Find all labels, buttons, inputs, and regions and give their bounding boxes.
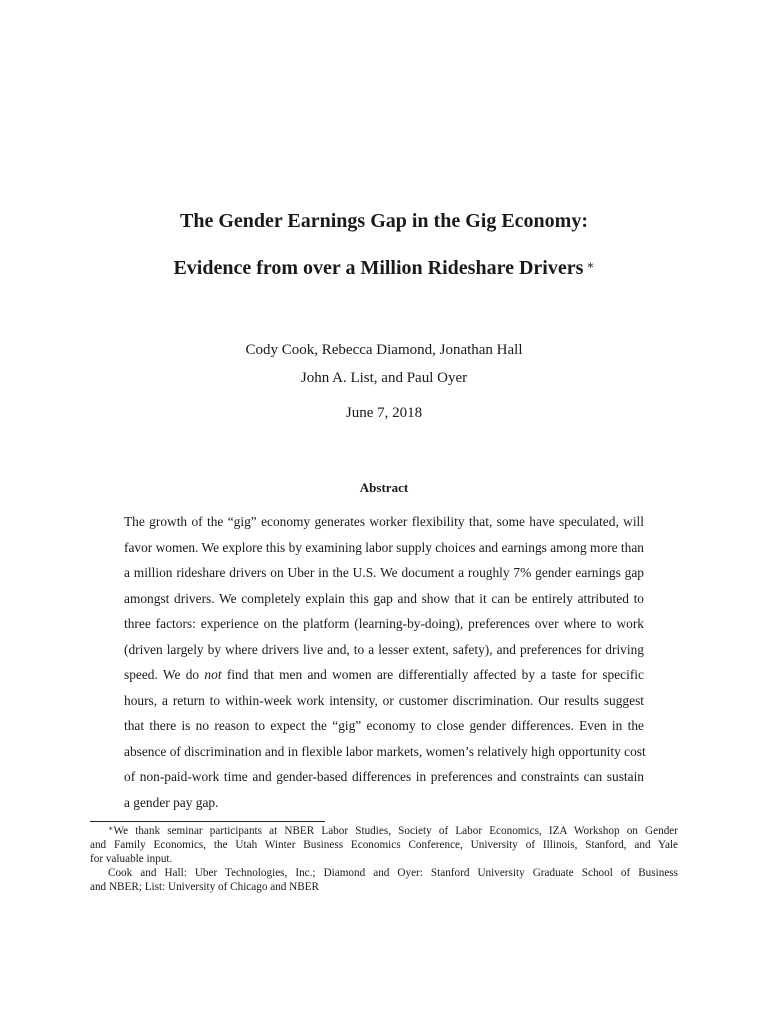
abstract-line: hours, a return to within-week work intensity, or customer discrimination. Our results suggest: [124, 692, 644, 708]
abstract-line: of non-paid-work time and gender-based differences in preferences and constraints can sustain: [124, 769, 644, 784]
abstract-line: that there is no reason to expect the “gig” economy to close gender differences. Even in the: [124, 718, 644, 733]
emphasis-not: not: [204, 667, 222, 682]
abstract-text-segment: speed. We do: [124, 667, 200, 682]
abstract-line: absence of discrimination and in flexible labor markets, women’s relatively high opportunity cost: [124, 743, 646, 759]
abstract-body: [124, 509, 644, 815]
footnote-line: and NBER; List: University of Chicago and NBER: [90, 881, 320, 893]
abstract-line: The growth of the “gig” economy generates worker flexibility that, some have speculated, will: [124, 514, 644, 529]
paper-title-line-2: [0, 256, 768, 280]
title-text-2: Evidence from over a Million Rideshare Drivers: [173, 257, 584, 279]
abstract-text-segment: find that men and women are differentially affected by a taste for specific: [226, 667, 644, 682]
abstract-line: (driven largely by where drivers live and, to a lesser extent, safety), and preferences for driving: [124, 641, 644, 657]
abstract-line: favor women. We explore this by examining labor supply choices and earnings among more than: [124, 539, 644, 555]
footnote-line: Cook and Hall: Uber Technologies, Inc.; Diamond and Oyer: Stanford University Graduate School of Business: [108, 867, 678, 879]
footnotes: [90, 824, 678, 894]
authors-line-2: John A. List, and Paul Oyer: [300, 370, 468, 386]
abstract-line: a gender pay gap.: [124, 794, 219, 810]
title-text-1: The Gender Earnings Gap in the Gig Economy:: [179, 210, 588, 232]
authors-line-1: Cody Cook, Rebecca Diamond, Jonathan Hall: [245, 342, 523, 358]
paper-title-line-1: [0, 209, 768, 233]
footnote-mark: ∗: [108, 824, 114, 833]
publication-date: June 7, 2018: [345, 405, 423, 421]
abstract-heading: Abstract: [359, 480, 409, 495]
abstract-line: amongst drivers. We completely explain this gap and show that it can be entirely attributed to: [124, 590, 644, 606]
abstract-line: a million rideshare drivers on Uber in the U.S. We document a roughly 7% gender earnings gap: [124, 565, 644, 580]
footnote-line: [90, 824, 678, 838]
title-footnote-mark[interactable]: ∗: [586, 258, 595, 272]
abstract-line: three factors: experience on the platform (learning-by-doing), preferences over where to work: [124, 616, 644, 631]
footnote-line: and Family Economics, the Utah Winter Business Economics Conference, University of Illinois, Stanford, and Yale: [90, 839, 678, 851]
footnote-line: for valuable input.: [90, 853, 173, 865]
abstract-line: [124, 662, 644, 688]
footnote-text: We thank seminar participants at NBER Labor Studies, Society of Labor Economics, IZA Workshop on Gender: [113, 825, 678, 837]
footnote-separator: [90, 821, 325, 822]
